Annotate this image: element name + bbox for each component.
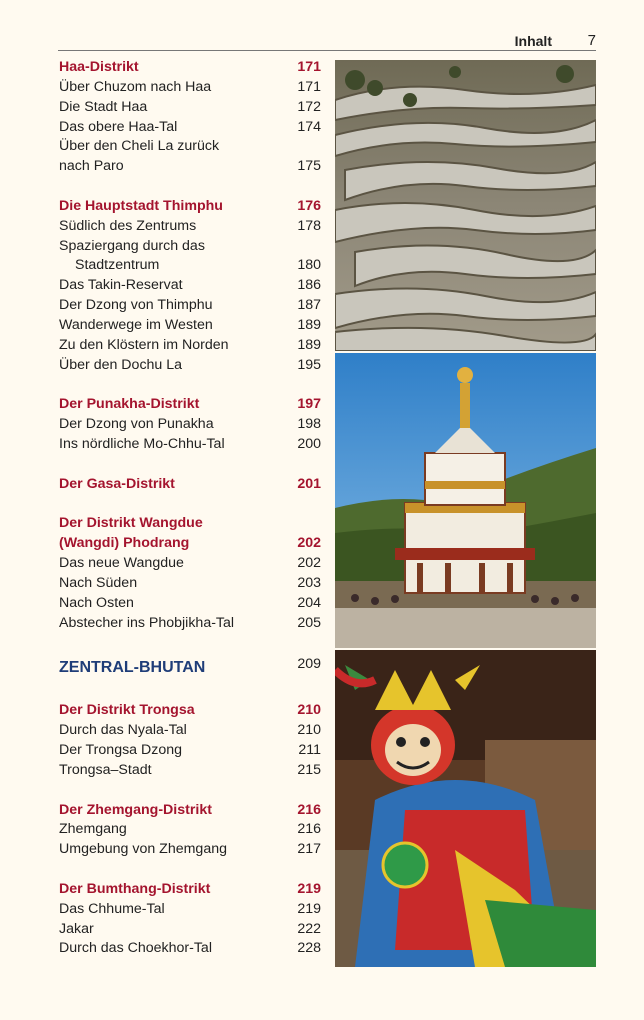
toc-page-number: 219: [297, 880, 321, 897]
toc-title: Abstecher ins Phobjikha-Tal: [59, 614, 235, 631]
toc-page-number: 202: [297, 535, 321, 552]
toc-title: Das Chhume-Tal: [59, 900, 165, 917]
toc-district-heading: [59, 475, 321, 495]
toc-page-number: 216: [297, 821, 321, 838]
toc-title: Jakar: [59, 920, 94, 937]
toc-page-number: 228: [297, 940, 321, 957]
toc-spacer: [59, 495, 321, 515]
toc-title: Die Stadt Haa: [59, 98, 148, 115]
toc-entry: [59, 554, 321, 574]
toc-title: Südlich des Zentrums: [59, 217, 197, 234]
toc-page-number: 215: [297, 761, 321, 778]
toc-entry: [59, 157, 321, 177]
toc-title: Das obere Haa-Tal: [59, 118, 178, 135]
toc-entry: [59, 316, 321, 336]
toc-entry: [59, 356, 321, 376]
table-of-contents: [59, 58, 321, 959]
toc-title: Der Distrikt Trongsa: [59, 702, 195, 719]
toc-title: Haa-Distrikt: [59, 59, 139, 75]
toc-page-number: 189: [297, 316, 321, 333]
toc-entry: [59, 415, 321, 435]
toc-page-number: 222: [297, 920, 321, 937]
toc-entry: [59, 761, 321, 781]
toc-entry: [59, 98, 321, 118]
toc-entry: [59, 594, 321, 614]
toc-entry: [59, 721, 321, 741]
toc-page-number: 197: [297, 396, 321, 413]
toc-page-number: 171: [297, 78, 321, 95]
toc-page-number: 175: [297, 158, 321, 175]
chorten-stupa-photo: [335, 353, 596, 648]
toc-page-number: 174: [297, 118, 321, 135]
toc-page-number: 200: [297, 436, 321, 453]
toc-page-number: 210: [297, 702, 321, 719]
toc-page-number: 217: [297, 841, 321, 858]
toc-title: Der Gasa-Distrikt: [59, 475, 175, 492]
toc-title: Der Dzong von Punakha: [59, 416, 214, 433]
toc-page-number: 219: [297, 900, 321, 917]
toc-title: Der Distrikt Wangdue: [59, 515, 203, 532]
toc-entry: [59, 920, 321, 940]
toc-page-number: 205: [297, 614, 321, 631]
toc-title: Über Chuzom nach Haa: [59, 78, 212, 95]
toc-page-number: 195: [297, 356, 321, 373]
toc-page-number: 210: [297, 722, 321, 739]
toc-spacer: [59, 781, 321, 801]
page-number: 7: [587, 32, 596, 49]
toc-title: Durch das Choekhor-Tal: [59, 940, 212, 957]
page-header: [58, 30, 596, 51]
masked-dancer-photo: [335, 650, 596, 967]
toc-title: nach Paro: [59, 158, 124, 175]
toc-title: Trongsa–Stadt: [59, 761, 152, 778]
toc-district-heading: [59, 514, 321, 534]
toc-entry: [59, 296, 321, 316]
toc-district-heading: [59, 880, 321, 900]
toc-title: Das neue Wangdue: [59, 555, 184, 572]
toc-title: Der Trongsa Dzong: [59, 742, 183, 758]
toc-page-number: 209: [297, 656, 321, 673]
toc-title: Durch das Nyala-Tal: [59, 722, 187, 739]
toc-title: Zhemgang: [59, 821, 127, 838]
toc-title: ZENTRAL-BHUTAN: [59, 659, 206, 677]
toc-page-number: 202: [297, 555, 321, 572]
toc-spacer: [59, 455, 321, 475]
toc-spacer: [59, 860, 321, 880]
toc-entry: [59, 237, 321, 257]
terraced-rice-fields-photo: [335, 60, 596, 351]
toc-district-heading: [59, 534, 321, 554]
toc-district-heading: [59, 58, 321, 78]
toc-title: Der Bumthang-Distrikt: [59, 880, 211, 897]
toc-title: Die Hauptstadt Thimphu: [59, 197, 223, 214]
toc-page-number: 187: [297, 297, 321, 314]
toc-title: Stadtzentrum: [75, 257, 160, 274]
toc-title: Nach Osten: [59, 594, 134, 611]
toc-title: Nach Süden: [59, 574, 138, 591]
toc-title: Spaziergang durch das: [59, 237, 205, 254]
toc-entry: [59, 118, 321, 138]
toc-title: Zu den Klöstern im Norden: [59, 336, 229, 353]
toc-entry: [59, 256, 321, 276]
toc-entry: [59, 900, 321, 920]
toc-page-number: 171: [297, 59, 321, 75]
toc-district-heading: [59, 801, 321, 821]
toc-title: Das Takin-Reservat: [59, 277, 183, 294]
toc-page-number: 216: [297, 801, 321, 818]
toc-entry: [59, 78, 321, 98]
toc-page-number: 180: [297, 257, 321, 274]
toc-entry: [59, 435, 321, 455]
toc-title: Umgebung von Zhemgang: [59, 841, 227, 858]
toc-page-number: 176: [297, 197, 321, 214]
toc-entry: [59, 614, 321, 634]
toc-page-number: 172: [297, 98, 321, 115]
toc-spacer: [59, 633, 321, 655]
toc-title: Wanderwege im Westen: [59, 316, 213, 333]
toc-page-number: 178: [297, 217, 321, 234]
toc-page-number: 203: [297, 574, 321, 591]
toc-entry: [59, 336, 321, 356]
toc-entry: [59, 939, 321, 959]
toc-entry: [59, 840, 321, 860]
toc-title: Ins nördliche Mo-Chhu-Tal: [59, 436, 225, 453]
toc-title: Über den Dochu La: [59, 356, 183, 373]
section-title: Inhalt: [514, 33, 552, 49]
toc-page-number: 198: [297, 416, 321, 433]
toc-page-number: 211: [298, 742, 321, 758]
toc-title: Der Zhemgang-Distrikt: [59, 801, 212, 818]
toc-entry: [59, 217, 321, 237]
toc-title: (Wangdi) Phodrang: [59, 535, 190, 552]
toc-spacer: [59, 681, 321, 701]
toc-page-number: 189: [297, 336, 321, 353]
toc-entry: [59, 820, 321, 840]
toc-entry: [59, 276, 321, 296]
toc-entry: [59, 574, 321, 594]
toc-title: Der Punakha-Distrikt: [59, 396, 200, 413]
toc-spacer: [59, 177, 321, 197]
toc-region-heading: [59, 655, 321, 681]
toc-district-heading: [59, 395, 321, 415]
toc-spacer: [59, 376, 321, 396]
toc-district-heading: [59, 197, 321, 217]
toc-page-number: 204: [297, 594, 321, 611]
toc-district-heading: [59, 701, 321, 721]
toc-entry: [59, 741, 321, 761]
toc-title: Über den Cheli La zurück: [59, 138, 220, 155]
toc-page-number: 186: [297, 277, 321, 294]
toc-entry: [59, 137, 321, 157]
toc-title: Der Dzong von Thimphu: [59, 297, 213, 314]
toc-page-number: 201: [297, 475, 321, 492]
